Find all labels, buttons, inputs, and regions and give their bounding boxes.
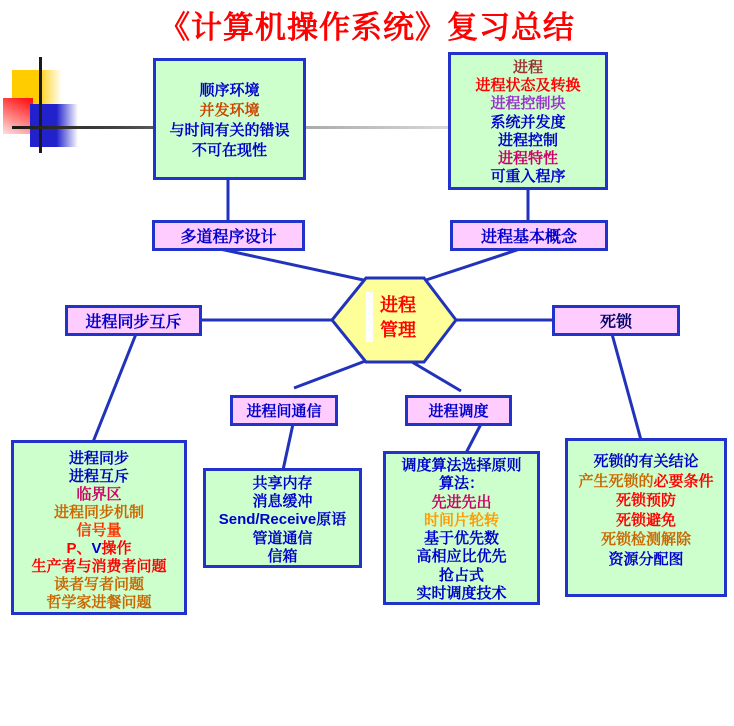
- box-line: 系统并发度: [490, 113, 566, 131]
- box-line: 可重入程序: [490, 168, 566, 186]
- box-line-pv: [14, 540, 184, 558]
- process-concepts-box: [450, 220, 608, 251]
- box-line: 进程特性: [497, 150, 558, 168]
- box-line-conditions: [568, 472, 724, 492]
- box-line: 实时调度技术: [416, 585, 507, 603]
- box-label: 进程调度: [428, 403, 489, 420]
- box-line: 调度算法选择原则: [401, 457, 522, 474]
- hexagon-label: [380, 293, 416, 343]
- box-line: 生产者与消费者问题: [31, 558, 167, 575]
- ipc-box: [230, 395, 338, 426]
- box-line: 资源分配图: [608, 550, 684, 568]
- box-label: 进程基本概念: [480, 229, 577, 246]
- box-line: 管道通信: [252, 529, 313, 547]
- box-line: 顺序环境: [199, 82, 260, 99]
- box-line: 共享内存: [252, 475, 313, 492]
- box-line: 读者写者问题: [53, 576, 144, 593]
- box-line: 算法：: [438, 475, 484, 493]
- box-line-segment: P、: [66, 540, 92, 557]
- box-label: 进程间通信: [246, 403, 322, 420]
- scheduling-box: [405, 395, 512, 426]
- box-line: 基于优先数: [423, 530, 499, 548]
- box-line: 进程同步机制: [53, 504, 144, 521]
- box-line: 死锁的有关结论: [593, 453, 699, 470]
- box-line: 进程状态及转换: [475, 77, 581, 95]
- box-line: 进程互斥: [68, 468, 129, 485]
- box-line: 临界区: [76, 486, 122, 503]
- box-line: 先进先出: [431, 493, 492, 511]
- box-line: 死锁预防: [615, 492, 676, 509]
- multiprogramming-box: [152, 220, 305, 251]
- box-line-segment: 必要条件: [653, 472, 714, 490]
- text-cursor: [366, 292, 373, 342]
- box-line: 信箱: [267, 547, 298, 565]
- box-line-segment: 操作: [101, 540, 132, 557]
- hexagon-label-line: 管理: [380, 320, 416, 340]
- box-line-segment: 产生死锁的: [578, 472, 654, 490]
- box-line: 进程: [512, 59, 543, 76]
- box-line: 信号量: [76, 522, 122, 539]
- box-line: 死锁检测解除: [600, 531, 691, 548]
- page-title: 《计算机操作系统》复习总结: [159, 10, 575, 45]
- box-label: 多道程序设计: [180, 229, 277, 246]
- environment-box: [153, 58, 306, 180]
- sync-mutex-box: [65, 305, 202, 336]
- box-label: 进程同步互斥: [85, 314, 182, 331]
- box-line: 时间片轮转: [423, 511, 499, 529]
- process-basics-box: [448, 52, 608, 190]
- box-line: 并发环境: [199, 102, 260, 119]
- box-line: 抢占式: [438, 566, 484, 584]
- deadlock-box: [552, 305, 680, 336]
- box-line: Send/Receive原语: [218, 511, 347, 529]
- box-line: 高相应比优先: [416, 548, 507, 566]
- box-line: 进程同步: [68, 450, 129, 467]
- box-line: 不可在现性: [191, 142, 267, 159]
- sync-detail-box: [11, 440, 187, 615]
- box-line: 与时间有关的错误: [169, 122, 290, 139]
- box-label: 死锁: [599, 314, 632, 331]
- box-line: 哲学家进餐问题: [46, 594, 152, 611]
- deadlock-detail-box: [565, 438, 727, 597]
- ipc-detail-box: [203, 468, 362, 568]
- box-line: 进程控制: [497, 131, 558, 149]
- box-line: 进程控制块: [490, 95, 566, 113]
- box-line: 死锁避免: [615, 511, 676, 529]
- hexagon-label-line: 进程: [380, 295, 416, 315]
- scheduling-detail-box: [383, 451, 540, 605]
- box-line: 消息缓冲: [252, 493, 313, 511]
- box-line-segment: V: [91, 540, 102, 557]
